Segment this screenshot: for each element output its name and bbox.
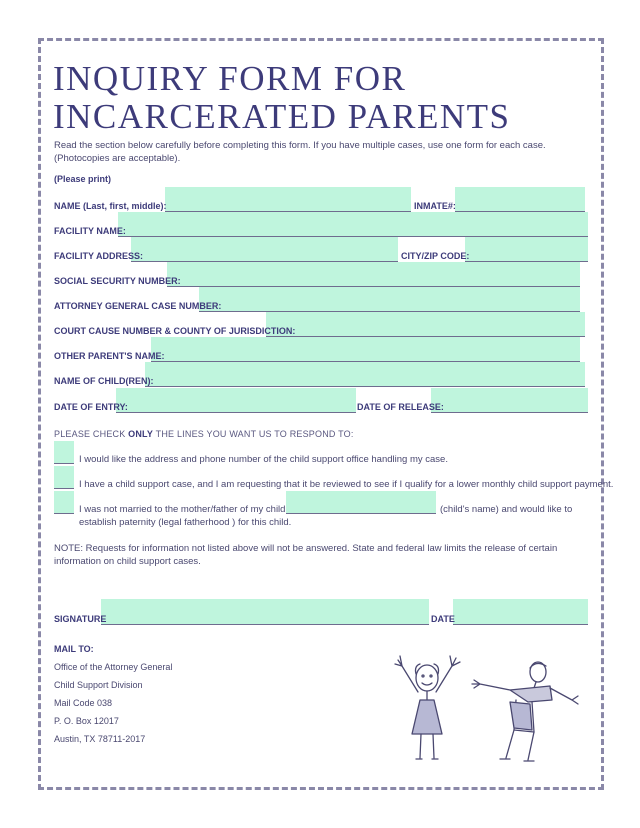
ssn-label: SOCIAL SECURITY NUMBER:	[54, 276, 181, 286]
children-label: NAME OF CHILD(REN):	[54, 376, 154, 386]
city-zip-label: CITY/ZIP CODE:	[401, 251, 470, 261]
intro-text: Read the section below carefully before completing this form. If you have multiple cases, use one form for each case. (Photocopies are acceptable).	[54, 140, 546, 164]
option2-checkbox[interactable]	[54, 466, 74, 488]
date-release-label: DATE OF RELEASE:	[357, 402, 444, 412]
option3-checkbox[interactable]	[54, 491, 74, 513]
inmate-label: INMATE#:	[414, 201, 456, 211]
check-instructions: PLEASE CHECK ONLY THE LINES YOU WANT US TO RESPOND TO:	[54, 429, 354, 439]
option1-checkbox[interactable]	[54, 441, 74, 463]
inmate-input[interactable]	[455, 187, 585, 213]
option3-text-cont: (child's name) and would like to	[440, 504, 573, 515]
mail-to-heading: MAIL TO:	[54, 644, 94, 654]
facility-address-input[interactable]	[131, 237, 398, 261]
other-parent-input[interactable]	[151, 337, 580, 361]
option1-text: I would like the address and phone number of the child support office handling my case.	[79, 454, 448, 465]
girl-drawing-icon	[390, 652, 465, 770]
note-text: NOTE: Requests for information not listed above will not be answered. State and federal law limits the release of certain information on child support cases.	[54, 543, 558, 567]
boy-drawing-icon	[470, 660, 580, 772]
date-release-input[interactable]	[431, 388, 588, 412]
children-input[interactable]	[145, 362, 585, 386]
facility-name-label: FACILITY NAME:	[54, 226, 126, 236]
city-zip-input[interactable]	[465, 237, 588, 261]
ag-case-label: ATTORNEY GENERAL CASE NUMBER:	[54, 301, 222, 311]
ssn-input[interactable]	[167, 262, 580, 286]
signature-label: SIGNATURE	[54, 614, 107, 624]
signature-input[interactable]	[101, 599, 429, 624]
facility-name-input[interactable]	[118, 212, 588, 236]
address-line: Mail Code 038	[54, 698, 113, 708]
date-entry-label: DATE OF ENTRY:	[54, 402, 128, 412]
option3-text: I was not married to the mother/father of my child	[79, 504, 286, 515]
name-input[interactable]	[165, 187, 411, 213]
address-line: Office of the Attorney General	[54, 662, 173, 672]
address-line: P. O. Box 12017	[54, 716, 119, 726]
option2-text: I have a child support case, and I am requesting that it be reviewed to see if I qualify for a lower monthly child support payment.	[79, 479, 614, 490]
child-name-input[interactable]	[286, 491, 436, 513]
page-title: INQUIRY FORM FOR INCARCERATED PARENTS	[53, 59, 511, 136]
option3-text-line2: establish paternity (legal fatherhood ) for this child.	[79, 517, 292, 528]
other-parent-label: OTHER PARENT'S NAME:	[54, 351, 165, 361]
address-line: Austin, TX 78711-2017	[54, 734, 146, 744]
ag-case-input[interactable]	[199, 287, 580, 311]
facility-address-label: FACILITY ADDRESS:	[54, 251, 144, 261]
court-cause-label: COURT CAUSE NUMBER & COUNTY OF JURISDICTION:	[54, 326, 296, 336]
name-label: NAME (Last, first, middle):	[54, 201, 167, 211]
date-entry-input[interactable]	[116, 388, 356, 412]
please-print-note: (Please print)	[54, 174, 112, 184]
court-cause-input[interactable]	[266, 312, 585, 336]
address-line: Child Support Division	[54, 680, 143, 690]
date-input[interactable]	[453, 599, 588, 624]
date-label: DATE	[431, 614, 455, 624]
